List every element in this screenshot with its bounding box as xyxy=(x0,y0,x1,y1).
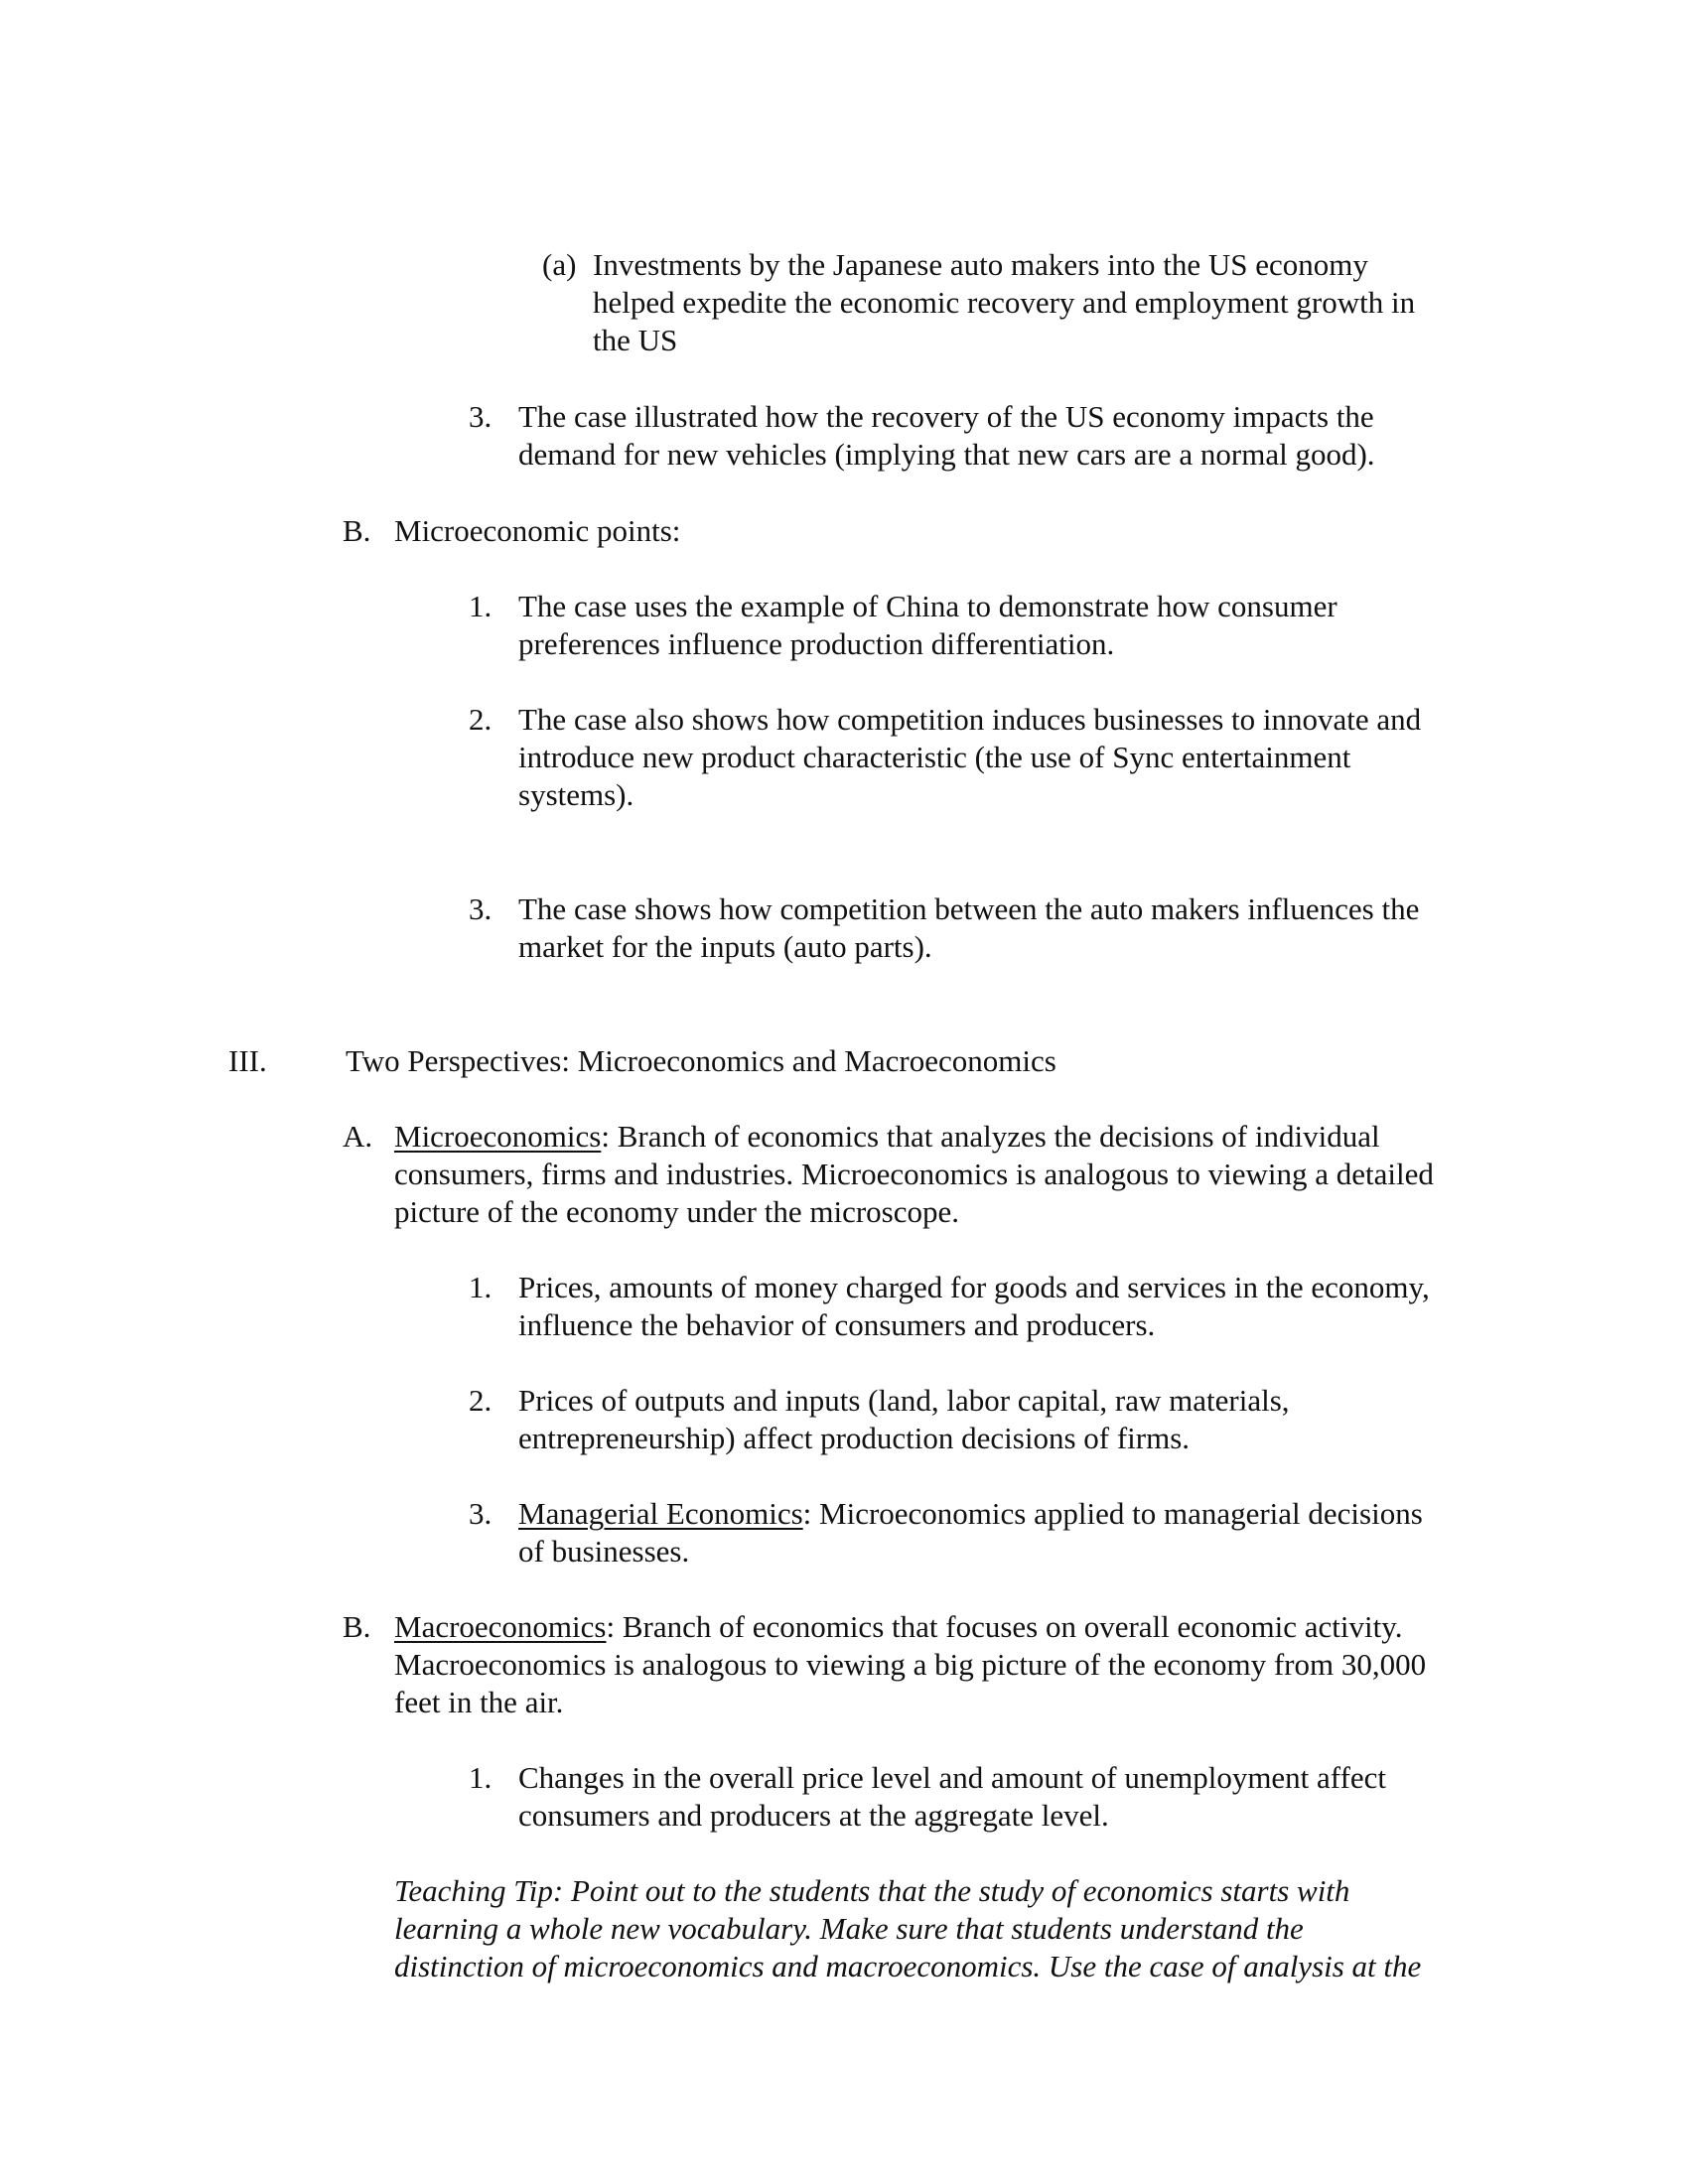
text-line: introduce new product characteristic (the use of Sync entertainment xyxy=(518,740,1351,774)
definition-line: Microeconomics: Branch of economics that analyzes the decisions of individual xyxy=(394,1119,1380,1154)
text-line: preferences influence production differentiation. xyxy=(518,626,1115,661)
text-line: The case uses the example of China to demonstrate how consumer xyxy=(518,589,1337,623)
text-line: Prices, amounts of money charged for goods and services in the economy, xyxy=(518,1270,1430,1304)
term-microeconomics: Microeconomics xyxy=(394,1119,602,1154)
list-marker: 3. xyxy=(469,1496,492,1531)
tip-line: Teaching Tip: Point out to the students that the study of economics starts with xyxy=(394,1873,1350,1908)
text-line: The case also shows how competition induces businesses to innovate and xyxy=(518,702,1422,737)
text-line: helped expedite the economic recovery and employment growth in xyxy=(593,285,1416,320)
section-heading: Two Perspectives: Microeconomics and Macroeconomics xyxy=(346,1043,1056,1078)
list-marker: (a) xyxy=(542,247,577,282)
text-line: feet in the air. xyxy=(394,1685,564,1719)
text-line: consumers, firms and industries. Microeconomics is analogous to viewing a detailed xyxy=(394,1157,1434,1191)
list-marker: 3. xyxy=(469,891,492,926)
definition-line: Macroeconomics: Branch of economics that focuses on overall economic activity. xyxy=(394,1609,1403,1644)
text-line: Investments by the Japanese auto makers into the US economy xyxy=(593,247,1368,282)
term-macroeconomics: Macroeconomics xyxy=(394,1609,607,1644)
definition-line: Managerial Economics: Microeconomics applied to managerial decisions xyxy=(518,1496,1423,1531)
list-marker: B. xyxy=(343,513,371,548)
text-line: of businesses. xyxy=(518,1534,690,1569)
list-marker: A. xyxy=(343,1119,373,1154)
text-line: market for the inputs (auto parts). xyxy=(518,929,932,964)
text-line: consumers and producers at the aggregate level. xyxy=(518,1798,1109,1833)
text-line: entrepreneurship) affect production decisions of firms. xyxy=(518,1421,1191,1455)
text-line: demand for new vehicles (implying that new cars are a normal good). xyxy=(518,437,1375,472)
list-marker: 1. xyxy=(469,1760,492,1795)
section-heading: Microeconomic points: xyxy=(394,513,681,548)
text-line: picture of the economy under the microscope. xyxy=(394,1194,959,1229)
list-marker: 2. xyxy=(469,1383,492,1418)
text-line: Prices of outputs and inputs (land, labor capital, raw materials, xyxy=(518,1383,1290,1418)
text-line: influence the behavior of consumers and producers. xyxy=(518,1307,1156,1342)
list-marker: B. xyxy=(343,1609,371,1644)
list-marker: 1. xyxy=(469,589,492,623)
list-marker: 3. xyxy=(469,399,492,434)
tip-line: distinction of microeconomics and macroeconomics. Use the case of analysis at the xyxy=(394,1949,1422,1983)
text-line: Changes in the overall price level and amount of unemployment affect xyxy=(518,1760,1387,1795)
text-line: Macroeconomics is analogous to viewing a big picture of the economy from 30,000 xyxy=(394,1647,1427,1682)
text-line: systems). xyxy=(518,777,634,812)
list-marker: 2. xyxy=(469,702,492,737)
list-marker: 1. xyxy=(469,1270,492,1304)
term-managerial-economics: Managerial Economics xyxy=(518,1496,803,1531)
tip-line: learning a whole new vocabulary. Make sure that students understand the xyxy=(394,1911,1304,1946)
text-line: The case shows how competition between the auto makers influences the xyxy=(518,891,1420,926)
text-line: the US xyxy=(593,323,678,357)
section-numeral: III. xyxy=(228,1043,267,1078)
text-line: The case illustrated how the recovery of the US economy impacts the xyxy=(518,399,1374,434)
